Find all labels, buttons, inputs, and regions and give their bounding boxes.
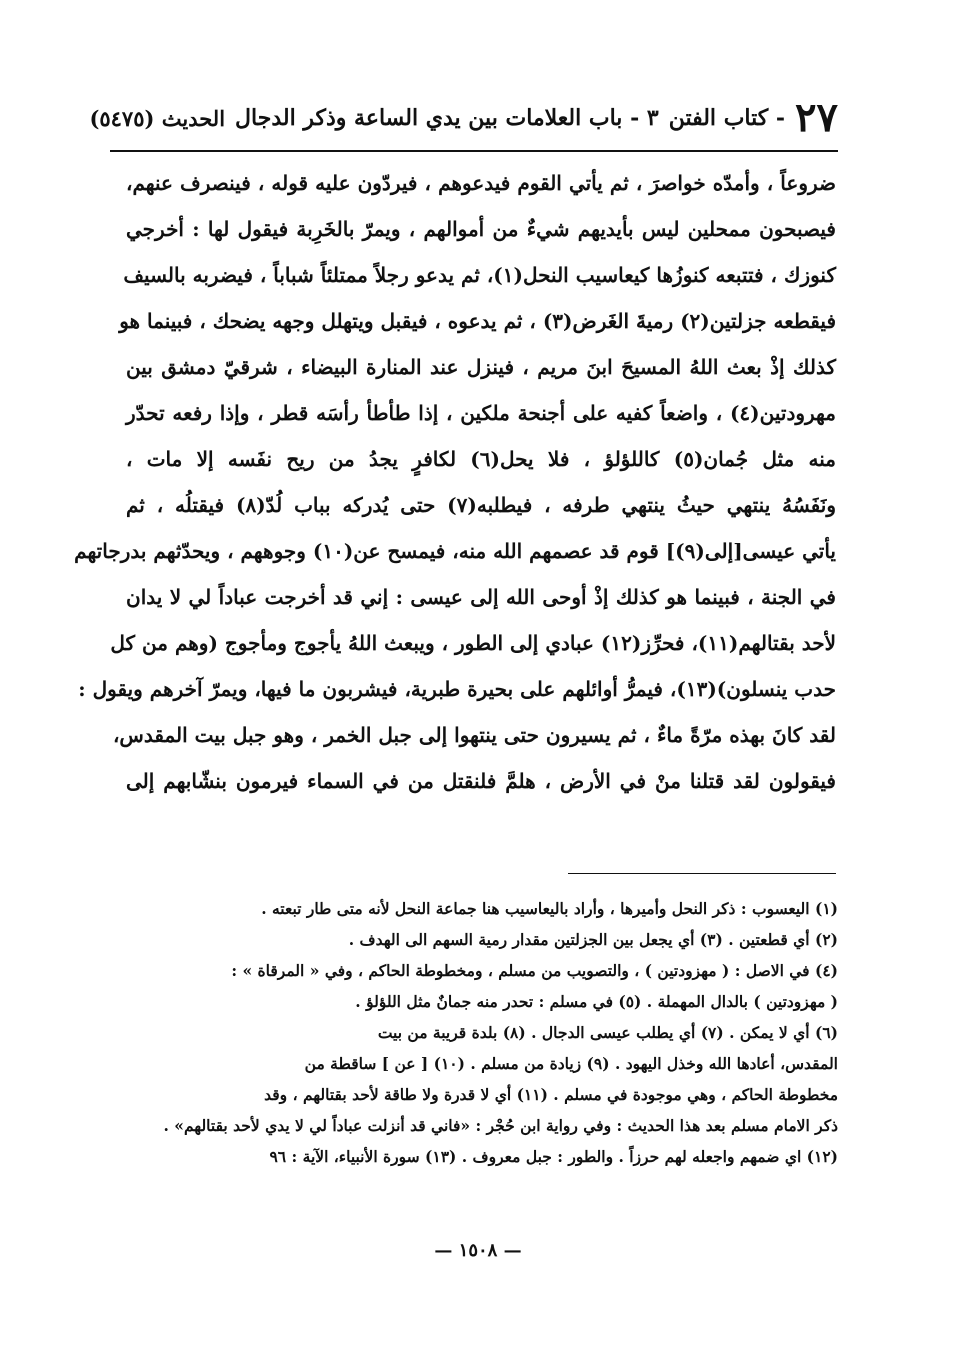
text-line: كذلك إذْ بعث اللهُ المسيحَ ابنَ مريم ، فينزل عند المنارة البيضاء ، شرقيّ دمشق بين (126, 355, 836, 379)
text-line: ونَفَسُهُ ينتهي حيثُ ينتهي طرفه ، فيطلبه(٧) حتى يُدركه بباب لُدّ(٨) فيقتلُه ، ثم (126, 493, 837, 517)
footnote-line: (٢) أي قطعتين . (٣) أي يجعل بين الجزلتين مقدار رمية السهم الى الهدف . (348, 930, 838, 949)
chapter-title: ٣ - باب العلامات بين يدي الساعة وذكر الدجال (235, 105, 659, 131)
book-title: - كتاب الفتن (668, 105, 786, 131)
text-line: في الجنة ، فبينما هو كذلك إذْ أوحى الله إلى عيسى : إني قد أخرجت عباداً لي لا يدان (126, 585, 836, 609)
footnotes (126, 893, 838, 1172)
hadith-number: الحديث (٥٤٧٥) (89, 105, 226, 131)
book-number: ٢٧ (795, 94, 838, 141)
text-line: كنوزك ، فتتبعه كنوزُها كيعاسيب النحل(١)، ثم يدعو رجلاً ممتلئاً شباباً ، فيضربه بالسيف (123, 263, 836, 287)
text-line: فيقولون لقد قتلنا منْ في الأرض ، هلمَّ فلنقتل من في السماء فيرمون بنشّابهم إلى (126, 769, 836, 793)
header-rule (110, 150, 838, 152)
footnote-line: (١٢) اي ضمهم واجعله لهم حرزاً . والطور : جبل معروف . (١٣) سورة الأنبياء، الآية : ٩٦ (269, 1147, 838, 1166)
footnote-line: ( مهزودتين ) بالدال المهملة . (٥) في مسلم : تحدر منه جمانٌ مثل اللؤلؤ . (355, 992, 838, 1011)
text-line: فيصبحون ممحلين ليس بأيديهم شيءٌ من أموالهم ، ويمرّ بالخَرِبة فيقول لها : أخرجي (126, 217, 836, 241)
footnote-line: (٦) أي لا يمكن . (٧) أي يطلب عيسى الدجال . (٨) بلدة قريبة من بيت (377, 1023, 838, 1042)
footnote-line: (١) اليعسوب : ذكر النحل وأميرها ، وأراد باليعاسيب هنا جماعة النحل لأنه متى طار تبعته . (261, 899, 838, 918)
footnote-line: المقدس، أعادها الله وخذل اليهود . (٩) زيادة من مسلم . (١٠) [ عن ] ساقطة من (304, 1054, 838, 1073)
main-text (74, 160, 837, 804)
text-line: يأتي عيسى[إلى(٩)] قوم قد عصمهم الله منه، فيمسح عن(١٠) وجوههم ، ويحدّثهم بدرجاتهم (74, 539, 836, 563)
text-line: مهرودتين(٤) ، واضعاً كفيه على أجنحة ملكين ، إذا طأطأ رأسَه قطر ، وإذا رفعه تحدّر (126, 401, 836, 425)
text-line: فيقطعه جزلتين(٢) رميةَ الغَرض(٣) ، ثم يدعوه ، فيقبل ويتهلل وجهه يضحك ، فبينما هو (119, 309, 836, 333)
text-line: لأحد بقتالهم(١١)، فحرِّز(١٢) عبادي إلى الطور ، ويبعث اللهُ يأجوج ومأجوج (وهم من كل (110, 631, 836, 655)
text-line: حدب ينسلون)(١٣)، فيمرُّ أوائلهم على بحيرة طبرية، فيشربون ما فيها، ويمرّ آخرهم ويقول : (78, 677, 836, 701)
footnote-line: مخطوطة الحاكم ، وهي موجودة في مسلم . (١١) أي لا قدرة ولا طاقة لأحد بقتالهم ، وقد (264, 1085, 838, 1104)
page-number: — ١٥٠٨ — (434, 1240, 522, 1261)
text-line: ضروعاً ، وأمدّه خواصرَ ، ثم يأتي القوم فيدعوهم ، فيردّون عليه قوله ، فينصرف عنهم، (126, 171, 836, 195)
footnote-line: ذكر الامام مسلم بعد هذا الحديث : وفي رواية ابن حُجْر : «فاني قد أنزلت عباداً لي لا يدي لأحد بقتالهم» . (163, 1116, 838, 1135)
footnote-rule (568, 873, 836, 874)
text-line: منه مثل جُمان(٥) كاللؤلؤ ، فلا يحل(٦) لكافرٍ يجدُ من ريح نفَسه إلا مات ، (126, 447, 837, 471)
running-header (89, 90, 838, 146)
text-line: لقد كانَ بهذه مرّةً ماءٌ ، ثم يسيرون حتى ينتهوا إلى جبل الخمر ، وهو جبل بيت المقدس، (112, 723, 836, 747)
footnote-line: (٤) في الاصل : ( مهزودتين ) ، والتصويب من مسلم ، ومخطوطة الحاكم ، وفي « المرقاة » : (231, 961, 838, 980)
